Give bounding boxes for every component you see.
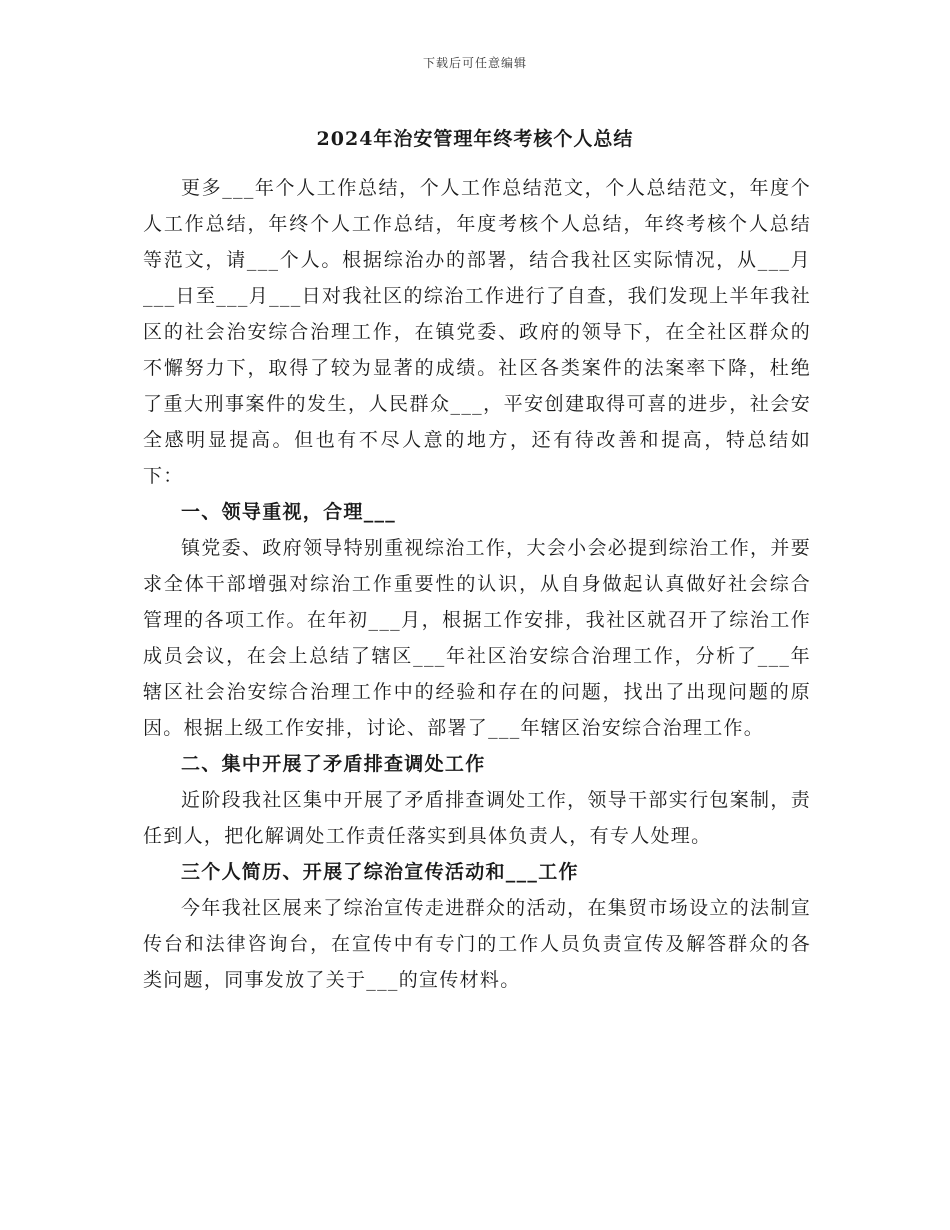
- download-note: 下载后可任意编辑: [422, 56, 527, 70]
- section-1-heading: 一、领导重视，合理___: [181, 501, 397, 523]
- intro-paragraph: 更多___年个人工作总结，个人工作总结范文，个人总结范文，年度个人工作总结，年终个人工作总结，年度考核个人总结，年终考核个人总结等范文，请___个人。根据综治办的部署，结合我社区实际情况，从___月___日至___月___日对我社区的综治工作进行了自查，我们发现上半年我社区的社会治安综合治理工作，在镇党委、政府的领导下，在全社区群众的不懈努力下，取得了较为显著的成绩。社区各类案件的法案率下降，杜绝了重大刑事案件的发生，人民群众___，平安创建取得可喜的进步，社会安全感明显提高。但也有不尽人意的地方，还有待改善和提高，特总结如下：: [143, 177, 811, 487]
- section-1-paragraph: 镇党委、政府领导特别重视综治工作，大会小会必提到综治工作，并要求全体干部增强对综治工作重要性的认识，从自身做起认真做好社会综合管理的各项工作。在年初___月，根据工作安排，我社区就召开了综治工作成员会议，在会上总结了辖区___年社区治安综合治理工作，分析了___年辖区社会治安综合治理工作中的经验和存在的问题，找出了出现问题的原因。根据上级工作安排，讨论、部署了___年辖区治安综合治理工作。: [143, 537, 811, 739]
- section-3-heading: 三个人简历、开展了综治宣传活动和___工作: [181, 861, 579, 883]
- section-2-heading: 二、集中开展了矛盾排查调处工作: [181, 753, 486, 775]
- section-2-paragraph: 近阶段我社区集中开展了矛盾排查调处工作，领导干部实行包案制，责任到人，把化解调处工作责任落实到具体负责人，有专人处理。: [143, 789, 811, 847]
- document-title: 2024年治安管理年终考核个人总结: [316, 128, 634, 150]
- section-3-paragraph: 今年我社区展来了综治宣传走进群众的活动，在集贸市场设立的法制宣传台和法律咨询台，在宣传中有专门的工作人员负责宣传及解答群众的各类问题，同事发放了关于___的宣传材料。: [143, 897, 811, 991]
- document-body: [143, 170, 811, 998]
